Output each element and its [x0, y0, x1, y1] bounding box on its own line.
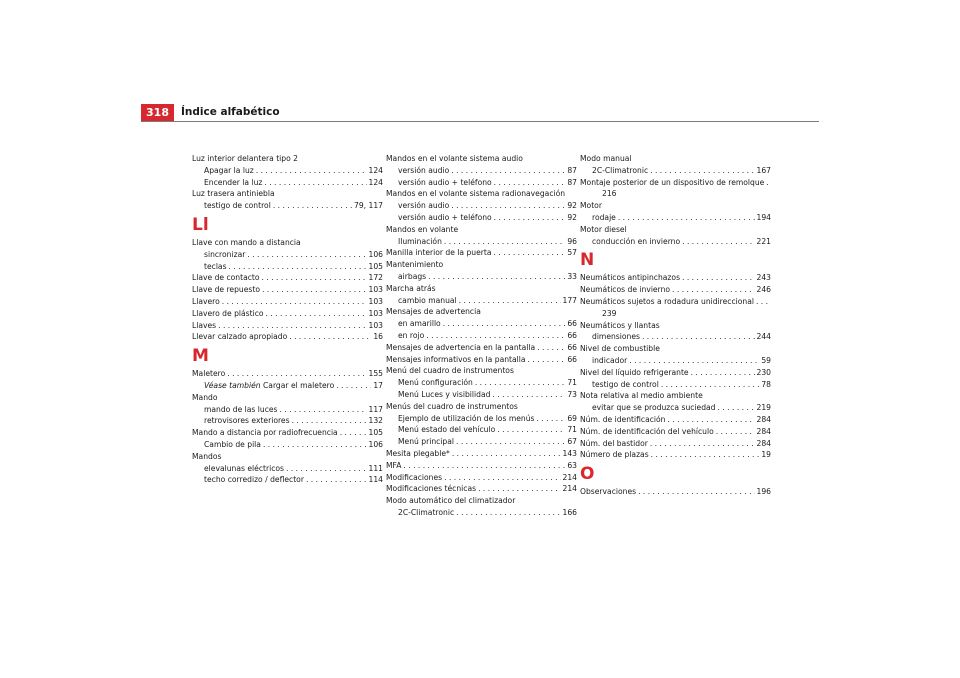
dot-leader — [286, 463, 367, 475]
entry-page[interactable]: 59 — [761, 355, 771, 365]
entry-text: Núm. de identificación — [580, 414, 666, 424]
dot-leader — [691, 367, 755, 379]
index-subentry[interactable] — [192, 415, 383, 427]
index-entry[interactable] — [192, 320, 383, 332]
index-entry[interactable] — [386, 247, 577, 259]
index-heading: Menú del cuadro de instrumentos — [386, 366, 514, 376]
entry-page[interactable]: 66 — [567, 342, 577, 352]
entry-page[interactable]: 73 — [567, 389, 577, 399]
entry-page[interactable]: 246 — [756, 285, 771, 295]
entry-page[interactable]: 106 — [368, 249, 383, 259]
index-subentry[interactable] — [580, 402, 771, 414]
index-subentry[interactable] — [580, 331, 771, 343]
dot-leader — [642, 331, 755, 343]
entry-page[interactable]: 117 — [368, 404, 383, 414]
index-subentry[interactable] — [386, 236, 577, 248]
entry-text: mando de las luces — [204, 404, 278, 414]
dot-leader — [766, 177, 769, 189]
entry-text: Modificaciones técnicas — [386, 484, 477, 494]
index-entry-line — [580, 177, 771, 189]
entry-text: Ejemplo de utilización de los menús — [398, 413, 535, 423]
entry-page[interactable]: 214 — [562, 472, 577, 482]
dot-leader — [456, 507, 560, 519]
dot-leader — [428, 271, 565, 283]
entry-text: versión audio — [398, 165, 450, 175]
index-subentry[interactable] — [192, 249, 383, 261]
entry-text: 2C-Climatronic — [592, 165, 649, 175]
entry-page[interactable]: 92 — [567, 201, 577, 211]
index-subentry[interactable] — [192, 177, 383, 189]
index-subentry[interactable] — [386, 177, 577, 189]
entry-text: Mensajes informativos en la pantalla — [386, 354, 526, 364]
entry-page[interactable]: 214 — [562, 484, 577, 494]
dot-leader — [292, 415, 367, 427]
index-entry[interactable] — [386, 354, 577, 366]
index-heading: Mandos en el volante sistema radionavegación — [386, 189, 566, 199]
entry-text: dimensiones — [592, 332, 640, 342]
index-subentry[interactable] — [580, 165, 771, 177]
entry-text: testigo de control — [592, 379, 659, 389]
dot-leader — [459, 295, 561, 307]
index-heading: Motor diesel — [580, 224, 627, 234]
index-entry-line — [580, 296, 771, 308]
dot-leader — [475, 377, 565, 389]
entry-text: 2C-Climatronic — [398, 507, 455, 517]
index-heading: Neumáticos y llantas — [580, 320, 660, 330]
entry-page[interactable]: 103 — [368, 320, 383, 330]
index-letter-heading: O — [580, 464, 595, 485]
entry-page[interactable]: 284 — [756, 414, 771, 424]
index-heading: Luz interior delantera tipo 2 — [192, 154, 299, 163]
entry-text: MFA — [386, 460, 402, 470]
dot-leader — [536, 413, 565, 425]
entry-text: indicador — [592, 355, 628, 365]
dot-leader — [651, 449, 760, 461]
entry-text: Núm. de identificación del vehículo — [580, 426, 714, 436]
dot-leader — [650, 438, 755, 450]
index-entry[interactable] — [386, 342, 577, 354]
dot-leader — [672, 284, 754, 296]
entry-page[interactable]: 66 — [567, 319, 577, 329]
entry-page[interactable]: 177 — [562, 295, 577, 305]
entry-page[interactable]: 67 — [567, 437, 577, 447]
index-letter-heading: Ll — [192, 214, 209, 235]
entry-page[interactable]: 221 — [756, 236, 771, 246]
index-subentry[interactable] — [386, 507, 577, 519]
entry-text: Número de plazas — [580, 450, 649, 460]
entry-text: en amarillo — [398, 319, 441, 329]
entry-page[interactable]: 63 — [567, 460, 577, 470]
dot-leader — [280, 404, 367, 416]
dot-leader — [682, 272, 754, 284]
entry-text: Manilla interior de la puerta — [386, 248, 492, 258]
index-entry[interactable] — [580, 449, 771, 461]
index-entry[interactable] — [386, 483, 577, 495]
entry-page[interactable]: 71 — [567, 425, 577, 435]
entry-text: Montaje posterior de un dispositivo de remolque — [580, 177, 765, 187]
entry-page[interactable]: 219 — [756, 403, 771, 413]
index-entry[interactable] — [192, 427, 383, 439]
entry-text: versión audio + teléfono — [398, 212, 492, 222]
dot-leader — [256, 165, 367, 177]
entry-page[interactable]: 87 — [567, 177, 577, 187]
index-entry[interactable] — [386, 472, 577, 484]
index-subentry[interactable] — [192, 200, 383, 212]
entry-page[interactable]: 79, 117 — [354, 201, 383, 211]
entry-text: Llavero de plástico — [192, 308, 264, 318]
entry-text: Maletero — [192, 369, 226, 379]
dot-leader — [478, 483, 560, 495]
entry-text: Nivel del líquido refrigerante — [580, 367, 689, 377]
index-heading: Mensajes de advertencia — [386, 307, 481, 317]
index-entry[interactable] — [386, 460, 577, 472]
entry-text: Menú principal — [398, 437, 454, 447]
index-entry[interactable] — [580, 426, 771, 438]
dot-leader — [262, 284, 367, 296]
entry-page[interactable]: 124 — [368, 177, 383, 187]
entry-text: Encender la luz — [204, 177, 263, 187]
entry-text: versión audio — [398, 201, 450, 211]
entry-page[interactable]: 106 — [368, 439, 383, 449]
entry-page[interactable]: 57 — [567, 248, 577, 258]
dot-leader — [340, 427, 367, 439]
entry-page[interactable]: 132 — [368, 416, 383, 426]
dot-leader — [718, 402, 755, 414]
dot-leader — [528, 354, 566, 366]
index-subentry[interactable] — [192, 261, 383, 273]
index-letter-heading: N — [580, 250, 595, 271]
index-subentry[interactable] — [386, 212, 577, 224]
entry-page[interactable]: 92 — [567, 212, 577, 222]
entry-text: Llave de contacto — [192, 273, 260, 283]
index-entry[interactable] — [386, 448, 577, 460]
entry-text: techo corredizo / deflector — [204, 475, 304, 485]
page-title: Índice alfabético — [181, 106, 280, 118]
entry-text: Llavero — [192, 296, 220, 306]
index-subentry[interactable] — [386, 424, 577, 436]
index-heading: Luz trasera antiniebla — [192, 189, 275, 199]
entry-page[interactable]: 111 — [368, 463, 383, 473]
entry-page[interactable]: 78 — [761, 379, 771, 389]
index-subentry[interactable] — [386, 377, 577, 389]
index-heading: Mandos — [192, 451, 222, 461]
entry-page[interactable]: 87 — [567, 165, 577, 175]
entry-text: Iluminación — [398, 236, 442, 246]
index-column-1 — [192, 153, 383, 486]
dot-leader — [451, 200, 565, 212]
entry-page[interactable]: 155 — [368, 369, 383, 379]
dot-leader — [537, 342, 565, 354]
dot-leader — [273, 200, 352, 212]
dot-leader — [222, 296, 367, 308]
index-column-2 — [386, 153, 577, 519]
index-entry[interactable] — [580, 272, 771, 284]
index-heading: Mantenimiento — [386, 260, 444, 270]
index-entry[interactable] — [192, 284, 383, 296]
index-entry[interactable] — [580, 486, 771, 498]
entry-page[interactable]: 243 — [756, 273, 771, 283]
dot-leader — [262, 272, 367, 284]
entry-page[interactable]: 17 — [373, 380, 383, 390]
dot-leader — [667, 414, 754, 426]
entry-text: Llevar calzado apropiado — [192, 332, 288, 342]
entry-text: Neumáticos sujetos a rodadura unidireccional — [580, 296, 754, 306]
dot-leader — [650, 165, 754, 177]
dot-leader — [451, 165, 565, 177]
entry-page[interactable]: 194 — [756, 212, 771, 222]
entry-text: Mando a distancia por radiofrecuencia — [192, 428, 338, 438]
index-subentry[interactable] — [386, 389, 577, 401]
entry-page[interactable]: 16 — [373, 332, 383, 342]
index-entry[interactable] — [192, 331, 383, 343]
dot-leader — [716, 426, 755, 438]
entry-page[interactable]: 96 — [567, 236, 577, 246]
entry-page[interactable]: 166 — [562, 507, 577, 517]
entry-page[interactable]: 33 — [567, 271, 577, 281]
page-number: 318 — [141, 104, 174, 121]
entry-text — [204, 380, 334, 392]
entry-text: Observaciones — [580, 487, 637, 497]
entry-text: Núm. del bastidor — [580, 438, 648, 448]
dot-leader — [247, 249, 366, 261]
entry-page[interactable]: 216 — [602, 189, 617, 199]
index-subentry[interactable] — [386, 318, 577, 330]
index-entry[interactable] — [580, 284, 771, 296]
dot-leader — [629, 355, 759, 367]
see-also-target: Cargar el maletero — [262, 380, 335, 390]
dot-leader — [456, 436, 565, 448]
index-heading: Menús del cuadro de instrumentos — [386, 401, 518, 411]
index-subentry[interactable] — [192, 439, 383, 451]
index-entry[interactable] — [580, 296, 771, 320]
index-heading: Modo manual — [580, 154, 632, 163]
entry-page[interactable]: 103 — [368, 285, 383, 295]
index-subentry[interactable] — [386, 330, 577, 342]
dot-leader — [263, 439, 367, 451]
dot-leader — [218, 320, 366, 332]
index-subentry[interactable] — [192, 165, 383, 177]
dot-leader — [306, 474, 367, 486]
dot-leader — [403, 460, 565, 472]
entry-page[interactable]: 69 — [567, 413, 577, 423]
dot-leader — [497, 424, 565, 436]
entry-page[interactable]: 105 — [368, 428, 383, 438]
entry-page[interactable]: 103 — [368, 308, 383, 318]
entry-page[interactable]: 124 — [368, 165, 383, 175]
dot-leader — [264, 177, 366, 189]
index-subentry[interactable] — [386, 436, 577, 448]
index-letter-heading: M — [192, 346, 209, 367]
index-subentry[interactable] — [580, 212, 771, 224]
entry-page[interactable]: 239 — [602, 308, 617, 318]
entry-text: Neumáticos de invierno — [580, 285, 671, 295]
entry-text: conducción en invierno — [592, 236, 681, 246]
index-heading: Mando — [192, 392, 218, 402]
index-heading: Motor — [580, 201, 602, 211]
entry-page[interactable]: 196 — [756, 487, 771, 497]
index-subentry[interactable] — [386, 295, 577, 307]
index-column-3 — [580, 153, 771, 498]
index-entry[interactable] — [580, 414, 771, 426]
entry-text: Modificaciones — [386, 472, 443, 482]
index-subentry[interactable] — [386, 413, 577, 425]
index-entry[interactable] — [192, 296, 383, 308]
dot-leader — [229, 261, 367, 273]
entry-text: versión audio + teléfono — [398, 177, 492, 187]
entry-page[interactable]: 19 — [761, 450, 771, 460]
entry-page[interactable]: 66 — [567, 354, 577, 364]
dot-leader — [426, 330, 565, 342]
index-heading: Nota relativa al medio ambiente — [580, 391, 703, 401]
dot-leader — [452, 448, 561, 460]
header-divider — [141, 121, 819, 122]
dot-leader — [756, 296, 769, 308]
entry-text: cambio manual — [398, 295, 457, 305]
entry-text: teclas — [204, 261, 227, 271]
entry-page[interactable]: 244 — [756, 332, 771, 342]
entry-page[interactable]: 103 — [368, 296, 383, 306]
entry-text: Apagar la luz — [204, 165, 254, 175]
dot-leader — [227, 368, 366, 380]
entry-text: Neumáticos antipinchazos — [580, 273, 681, 283]
entry-page[interactable]: 143 — [562, 448, 577, 458]
index-subentry[interactable] — [386, 271, 577, 283]
entry-page[interactable]: 167 — [756, 165, 771, 175]
entry-text: rodaje — [592, 212, 616, 222]
entry-page[interactable]: 71 — [567, 378, 577, 388]
entry-text: Mensajes de advertencia en la pantalla — [386, 342, 536, 352]
index-entry[interactable] — [192, 308, 383, 320]
entry-text: Cambio de pila — [204, 439, 261, 449]
index-entry[interactable] — [192, 380, 383, 392]
index-entry[interactable] — [192, 272, 383, 284]
dot-leader — [618, 212, 755, 224]
index-heading: Nivel de combustible — [580, 344, 660, 354]
dot-leader — [494, 212, 566, 224]
entry-text: testigo de control — [204, 201, 271, 211]
entry-page[interactable]: 114 — [368, 475, 383, 485]
dot-leader — [444, 236, 565, 248]
entry-page[interactable]: 172 — [368, 273, 383, 283]
entry-text: retrovisores exteriores — [204, 416, 290, 426]
dot-leader — [494, 247, 566, 259]
entry-page[interactable]: 230 — [756, 367, 771, 377]
dot-leader — [336, 380, 371, 392]
entry-text: sincronizar — [204, 249, 246, 259]
index-subentry[interactable] — [192, 404, 383, 416]
index-entry[interactable] — [580, 367, 771, 379]
index-entry[interactable] — [580, 438, 771, 450]
entry-page[interactable]: 66 — [567, 330, 577, 340]
index-subentry[interactable] — [580, 355, 771, 367]
entry-text: en rojo — [398, 330, 425, 340]
index-heading: Mandos en volante — [386, 224, 459, 234]
entry-text: Llave de repuesto — [192, 285, 260, 295]
entry-text: Menú configuración — [398, 378, 473, 388]
entry-page[interactable]: 284 — [756, 426, 771, 436]
index-subentry[interactable] — [580, 379, 771, 391]
entry-text: airbags — [398, 271, 427, 281]
index-heading: Mandos en el volante sistema audio — [386, 154, 523, 163]
entry-text: Menú Luces y visibilidad — [398, 389, 491, 399]
entry-text: Menú estado del vehículo — [398, 425, 496, 435]
dot-leader — [638, 486, 754, 498]
index-entry[interactable] — [192, 368, 383, 380]
index-heading: Modo automático del climatizador — [386, 496, 516, 506]
entry-text: Llaves — [192, 320, 217, 330]
index-subentry[interactable] — [192, 474, 383, 486]
entry-page[interactable]: 284 — [756, 438, 771, 448]
index-entry[interactable] — [580, 177, 771, 201]
index-subentry[interactable] — [386, 165, 577, 177]
entry-text: elevalunas eléctricos — [204, 463, 284, 473]
dot-leader — [443, 318, 566, 330]
dot-leader — [494, 177, 566, 189]
dot-leader — [682, 236, 754, 248]
entry-page[interactable]: 105 — [368, 261, 383, 271]
dot-leader — [661, 379, 760, 391]
dot-leader — [444, 472, 560, 484]
index-heading: Marcha atrás — [386, 283, 436, 293]
index-subentry[interactable] — [386, 200, 577, 212]
index-heading: Llave con mando a distancia — [192, 237, 301, 247]
entry-text: Mesita plegable* — [386, 448, 450, 458]
entry-text: evitar que se produzca suciedad — [592, 403, 716, 413]
dot-leader — [266, 308, 367, 320]
dot-leader — [289, 331, 371, 343]
see-also-label: Véase también — [204, 380, 261, 390]
index-subentry[interactable] — [580, 236, 771, 248]
index-subentry[interactable] — [192, 463, 383, 475]
dot-leader — [492, 389, 565, 401]
